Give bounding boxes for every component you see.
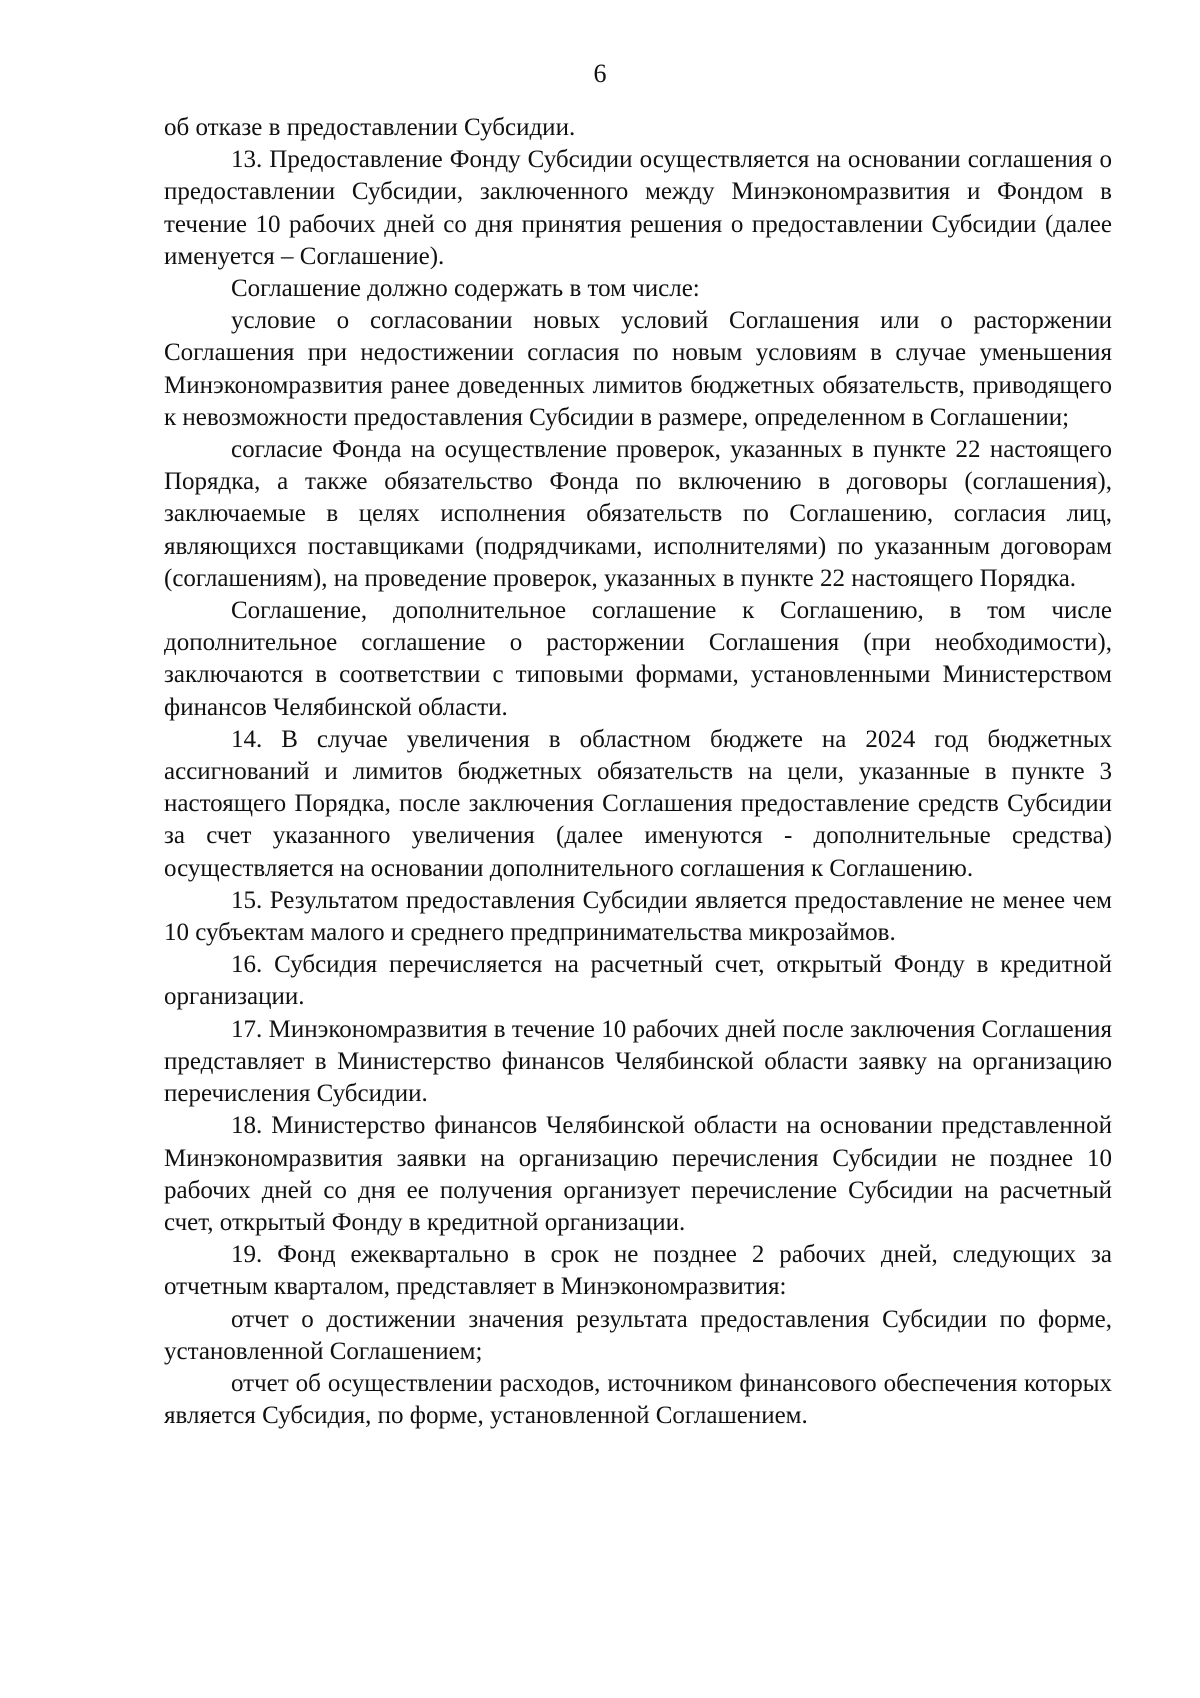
paragraph-standard-forms: Соглашение, дополнительное соглашение к Соглашению, в том числе дополнительное соглашение о расторжении Соглашения (при необходимости), заключаются в соответствии с типовыми формами, установленными Министерством финансов Челябинской области. (164, 597, 1112, 721)
document-body (164, 112, 1112, 1432)
paragraph-item-13: 13. Предоставление Фонду Субсидии осуществляется на основании соглашения о предоставлении Субсидии, заключенного между Минэкономразвития и Фондом в течение 10 рабочих дней со дня принятия решения о предоставлении Субсидии (далее именуется – Соглашение). (164, 146, 1112, 270)
paragraph-continuation: об отказе в предоставлении Субсидии. (164, 114, 576, 141)
page-number: 6 (593, 59, 607, 88)
paragraph-report-result: отчет о достижении значения результата предоставления Субсидии по форме, установленной Соглашением; (164, 1305, 1112, 1365)
paragraph-agreement-contents: Соглашение должно содержать в том числе: (231, 275, 700, 303)
paragraph-item-16: 16. Субсидия перечисляется на расчетный счет, открытый Фонду в кредитной организации. (164, 951, 1112, 1011)
paragraph-item-15: 15. Результатом предоставления Субсидии является предоставление не менее чем 10 субъектам малого и среднего предпринимательства микрозаймов. (164, 886, 1112, 947)
paragraph-item-17: 17. Минэкономразвития в течение 10 рабочих дней после заключения Соглашения представляет в Министерство финансов Челябинской области заявку на организацию перечисления Субсидии. (164, 1015, 1112, 1108)
paragraph-condition-renegotiation: условие о согласовании новых условий Соглашения или о расторжении Соглашения при недостижении согласия по новым условиям в случае уменьшения Минэкономразвития ранее доведенных лимитов бюджетных обязательств, приводящего к невозможности предоставления Субсидии в размере, определенном в Соглашении; (164, 307, 1112, 431)
paragraph-consent-inspections: согласие Фонда на осуществление проверок, указанных в пункте 22 настоящего Порядка, а также обязательство Фонда по включению в договоры (соглашения), заключаемые в целях исполнения обязательств по Соглашению, согласия лиц, являющихся поставщиками (подрядчиками, исполнителями) по указанным договорам (соглашениям), на проведение проверок, указанных в пункте 22 настоящего Порядка. (164, 436, 1112, 592)
paragraph-item-14: 14. В случае увеличения в областном бюджете на 2024 год бюджетных ассигнований и лимитов бюджетных обязательств на цели, указанные в пункте 3 настоящего Порядка, после заключения Соглашения предоставление средств Субсидии за счет указанного увеличения (далее именуются - дополнительные средства) осуществляется на основании дополнительного соглашения к Соглашению. (164, 725, 1112, 882)
paragraph-item-19: 19. Фонд ежеквартально в срок не позднее 2 рабочих дней, следующих за отчетным кварталом, представляет в Минэкономразвития: (164, 1241, 1112, 1301)
paragraph-report-expenses: отчет об осуществлении расходов, источником финансового обеспечения которых является Субсидия, по форме, установленной Соглашением. (164, 1369, 1112, 1430)
paragraph-item-18: 18. Министерство финансов Челябинской области на основании представленной Минэкономразвития заявки на организацию перечисления Субсидии не позднее 10 рабочих дней со дня ее получения организует перечисление Субсидии на расчетный счет, открытый Фонду в кредитной организации. (164, 1112, 1112, 1236)
